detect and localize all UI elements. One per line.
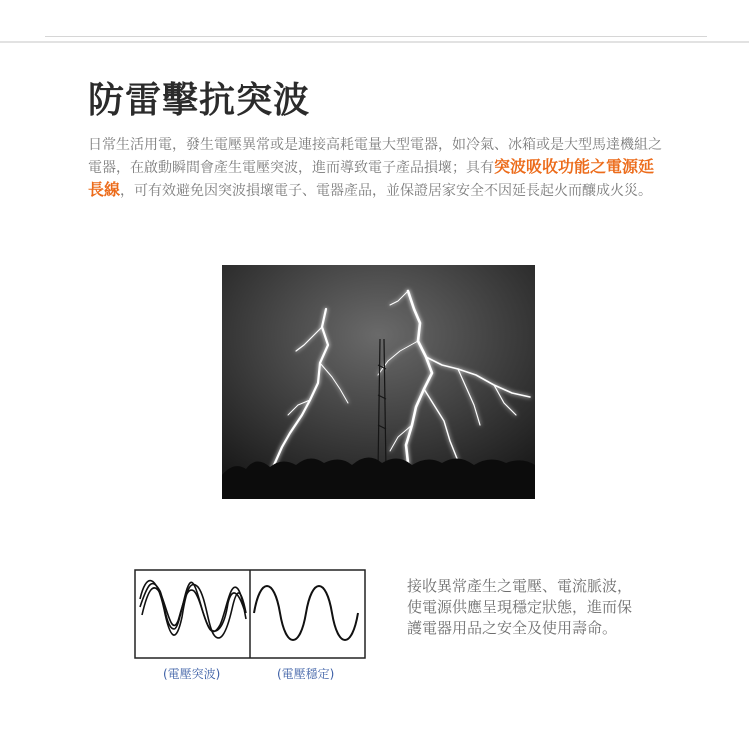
- top-divider-line: [45, 36, 707, 37]
- surge-label: (電壓突波): [163, 667, 221, 681]
- top-divider: [0, 41, 749, 43]
- voltage-waveform-diagram: [134, 569, 366, 659]
- intro-text-after: ，可有效避免因突波損壞電子、電器產品，並保證居家安全不因延長起火而釀成火災。: [120, 183, 653, 199]
- stable-label: (電壓穩定): [277, 667, 335, 681]
- intro-paragraph: [88, 134, 663, 202]
- lightning-photo: [222, 265, 535, 499]
- description-text: 接收異常產生之電壓、電流脈波，使電源供應呈現穩定狀態，進而保護電器用品之安全及使用壽命。: [407, 577, 633, 637]
- intro-text-before: 日常生活用電，發生電壓異常或是連接高耗電量大型電器，如冷氣、冰箱或是大型馬達機組之電器，在啟動瞬間會產生電壓突波，進而導致電子產品損壞；具有: [88, 137, 662, 176]
- intro-highlight: 突波吸收功能之電源延長線: [88, 157, 655, 199]
- page-title: 防雷擊抗突波: [88, 80, 311, 121]
